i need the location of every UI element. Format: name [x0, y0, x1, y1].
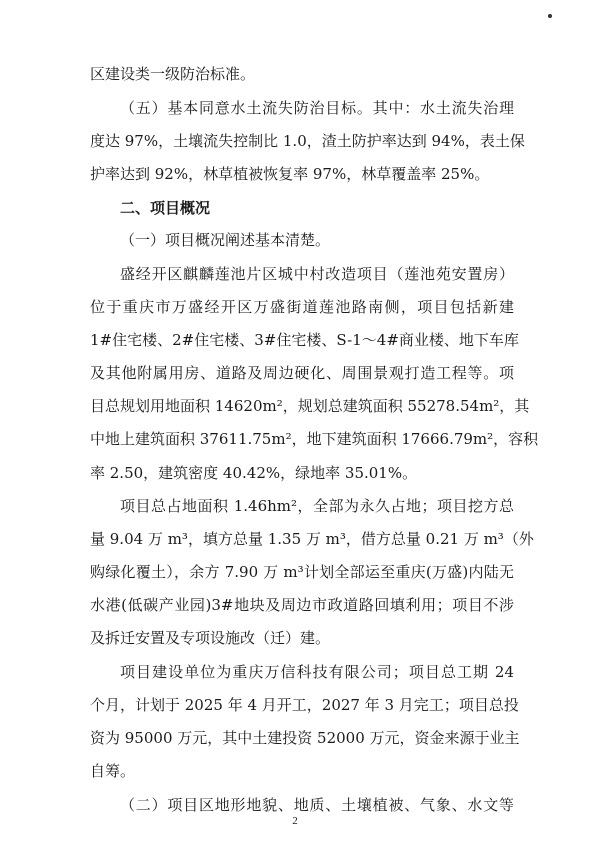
section-heading: 二、项目概况 [120, 199, 211, 217]
text-line: 区建设类一级防治标准。 [90, 65, 256, 83]
text-line: （五）基本同意水土流失防治目标。其中：水土流失治理 [120, 99, 514, 117]
text-line: 及其他附属用房、道路及周边硬化、周围景观打造工程等。项 [90, 364, 514, 382]
text-line: 个月，计划于 2025 年 4 月开工，2027 年 3 月完工；项目总投 [90, 696, 519, 714]
text-line: 中地上建筑面积 37611.75m²，地下建筑面积 17666.79m²，容积 [90, 430, 539, 448]
text-line: 资为 95000 万元，其中土建投资 52000 万元，资金来源于业主 [90, 729, 520, 747]
text-line: 度达 97%，土壤流失控制比 1.0，渣土防护率达到 94%，表土保 [90, 132, 525, 150]
text-line: 护率达到 92%，林草植被恢复率 97%，林草覆盖率 25%。 [90, 165, 490, 183]
text-line: 自筹。 [90, 762, 136, 780]
text-line: 项目建设单位为重庆万信科技有限公司；项目总工期 24 [120, 663, 514, 681]
text-line: 目总规划用地面积 14620m²，规划总建筑面积 55278.54m²，其 [90, 397, 530, 415]
scan-speck [548, 14, 552, 18]
text-line: 盛经开区麒麟莲池片区城中村改造项目（莲池苑安置房） [120, 265, 514, 283]
text-line: 1#住宅楼、2#住宅楼、3#住宅楼、S-1～4#商业楼、地下车库 [90, 331, 519, 349]
text-line: 率 2.50，建筑密度 40.42%，绿地率 35.01%。 [90, 464, 418, 482]
text-line: 位于重庆市万盛经开区万盛街道莲池路南侧，项目包括新建 [90, 298, 514, 316]
text-line: 购绿化覆土），余方 7.90 万 m³计划全部运至重庆(万盛)内陆无 [90, 563, 514, 581]
text-line: 及拆迁安置及专项设施改（迁）建。 [90, 629, 331, 647]
text-line: （一）项目概况阐述基本清楚。 [120, 231, 331, 249]
page-number: 2 [292, 815, 298, 827]
text-line: （二）项目区地形地貌、地质、土壤植被、气象、水文等 [120, 796, 514, 814]
text-line: 水港(低碳产业园)3#地块及周边市政道路回填利用；项目不涉 [90, 596, 514, 614]
text-line: 量 9.04 万 m³，填方总量 1.35 万 m³，借方总量 0.21 万 m³（外 [90, 530, 534, 548]
text-line: 项目总占地面积 1.46hm²，全部为永久占地；项目挖方总 [120, 497, 514, 515]
